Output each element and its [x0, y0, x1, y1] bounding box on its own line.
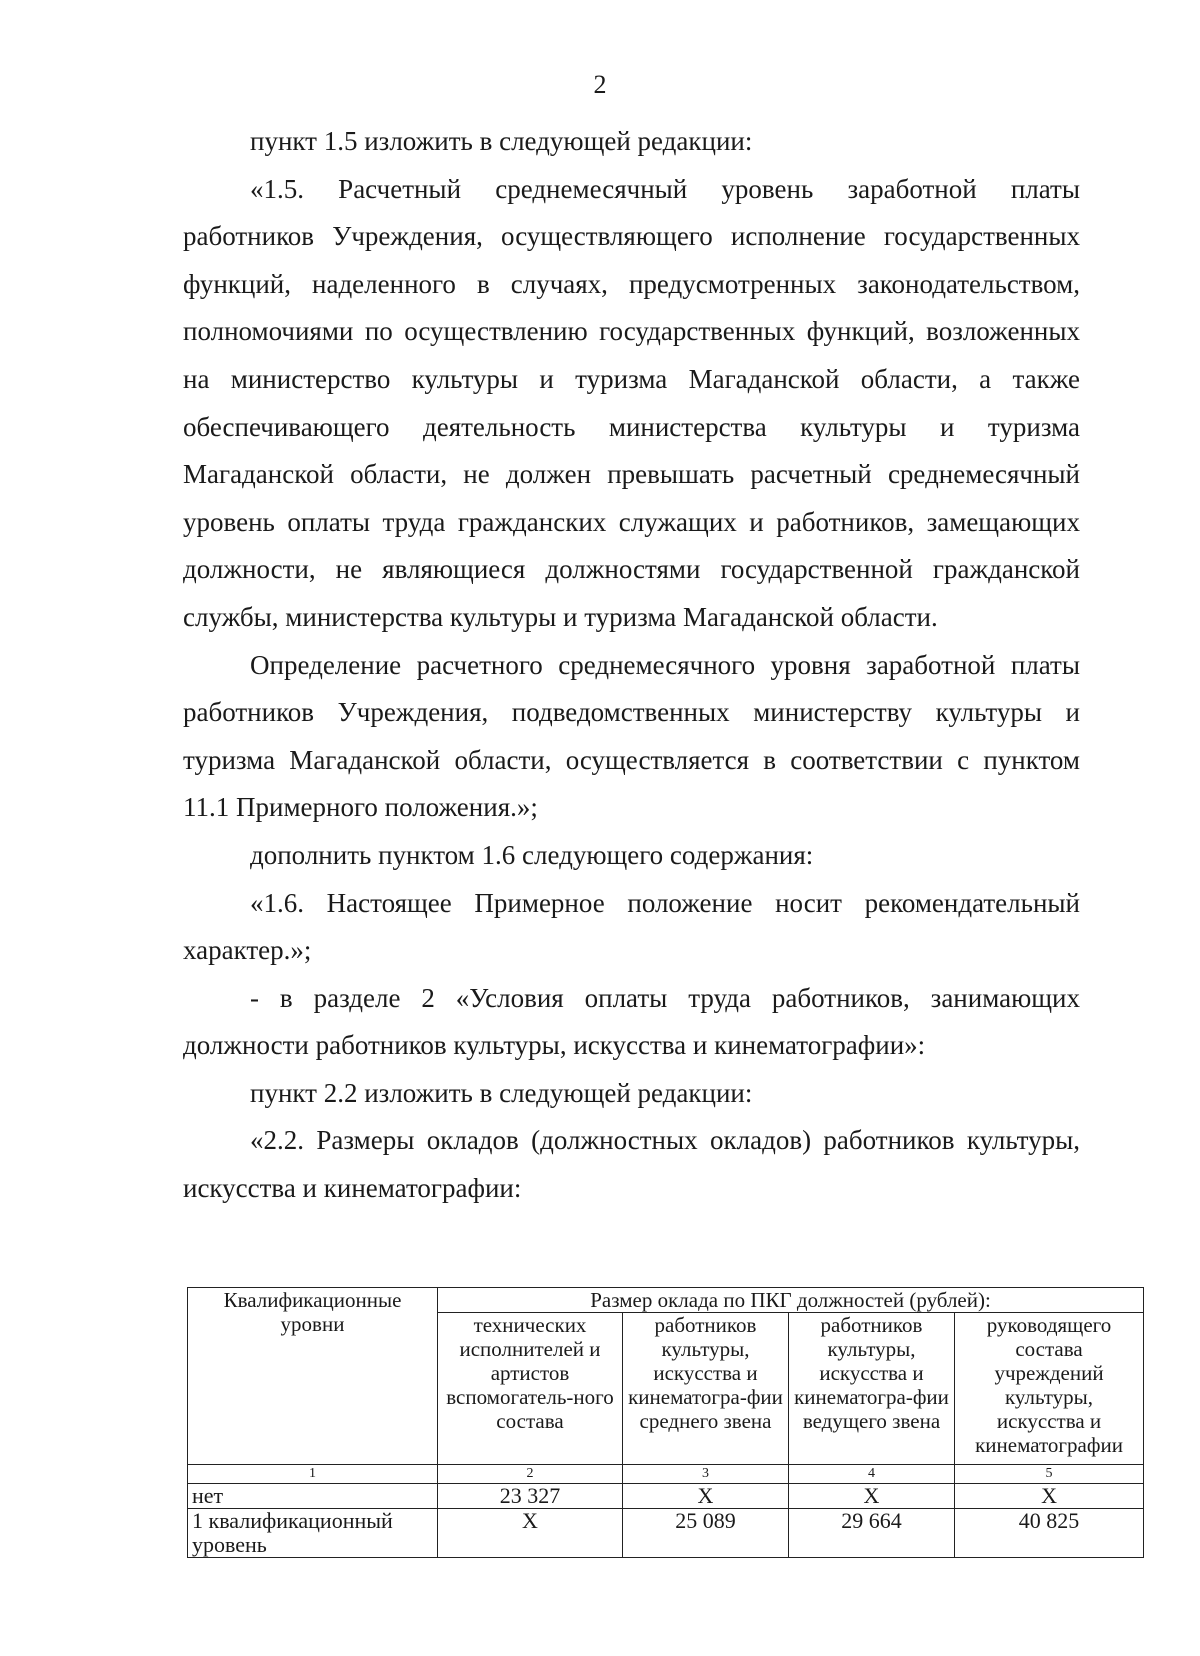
document-body [183, 118, 1080, 1213]
paragraph: дополнить пунктом 1.6 следующего содержания: [250, 839, 814, 870]
header-column: технических исполнителей и артистов вспомогатель-ного состава [438, 1313, 623, 1465]
cell-value: 23 327 [438, 1484, 623, 1509]
column-number: 5 [955, 1465, 1144, 1484]
table-row [188, 1484, 1144, 1509]
cell-value: 29 664 [789, 1509, 955, 1558]
paragraph: «1.6. Настоящее Примерное положение носит рекомендательный характер.»; [183, 887, 1080, 966]
cell-value: Х [438, 1509, 623, 1558]
cell-value: 25 089 [623, 1509, 789, 1558]
row-level: 1 квалификационный уровень [188, 1509, 438, 1558]
cell-value: Х [623, 1484, 789, 1509]
paragraph: пункт 1.5 изложить в следующей редакции: [250, 126, 753, 156]
cell-value: Х [955, 1484, 1144, 1509]
column-number-row [188, 1465, 1144, 1484]
column-number: 3 [623, 1465, 789, 1484]
header-salary-group: Размер оклада по ПКГ должностей (рублей): [438, 1288, 1144, 1313]
header-qualification-levels: Квалификационные уровни [188, 1288, 438, 1465]
header-column: работников культуры, искусства и кинематогра-фии среднего звена [623, 1313, 789, 1465]
page-number: 2 [593, 70, 607, 99]
header-column: работников культуры, искусства и кинематогра-фии ведущего звена [789, 1313, 955, 1465]
salary-table [187, 1287, 1144, 1558]
column-number: 4 [789, 1465, 955, 1484]
cell-value: Х [789, 1484, 955, 1509]
paragraph: «2.2. Размеры окладов (должностных окладов) работников культуры, искусства и кинематографии: [183, 1125, 1080, 1204]
header-column: руководящего состава учреждений культуры, искусства и кинематографии [955, 1313, 1144, 1465]
paragraph: пункт 2.2 изложить в следующей редакции: [250, 1077, 753, 1108]
column-number: 1 [188, 1465, 438, 1484]
column-number: 2 [438, 1465, 623, 1484]
table-row [188, 1509, 1144, 1558]
table-header-row [188, 1288, 1144, 1313]
cell-value: 40 825 [955, 1509, 1144, 1558]
paragraph: Определение расчетного среднемесячного уровня заработной платы работников Учреждения, подведомственных министерству культуры и туризма Магаданской области, осуществляется в соответствии с пунктом 11.1 Примерного положения.»; [183, 649, 1080, 823]
paragraph: «1.5. Расчетный среднемесячный уровень заработной платы работников Учреждения, осуществляющего исполнение государственных функций, наделенного в случаях, предусмотренных законодательством, полномочиями по осуществлению государственных функций, возложенных на министерство культуры и туризма Магаданской области, а также обеспечивающего деятельность министерства культуры и туризма Магаданской области, не должен превышать расчетный среднемесячный уровень оплаты труда гражданских служащих и работников, замещающих должности, не являющиеся должностями государственной гражданской службы, министерства культуры и туризма Магаданской области. [183, 173, 1080, 632]
row-level: нет [188, 1484, 438, 1509]
paragraph: - в разделе 2 «Условия оплаты труда работников, занимающих должности работников культуры, искусства и кинематографии»: [183, 982, 1080, 1061]
